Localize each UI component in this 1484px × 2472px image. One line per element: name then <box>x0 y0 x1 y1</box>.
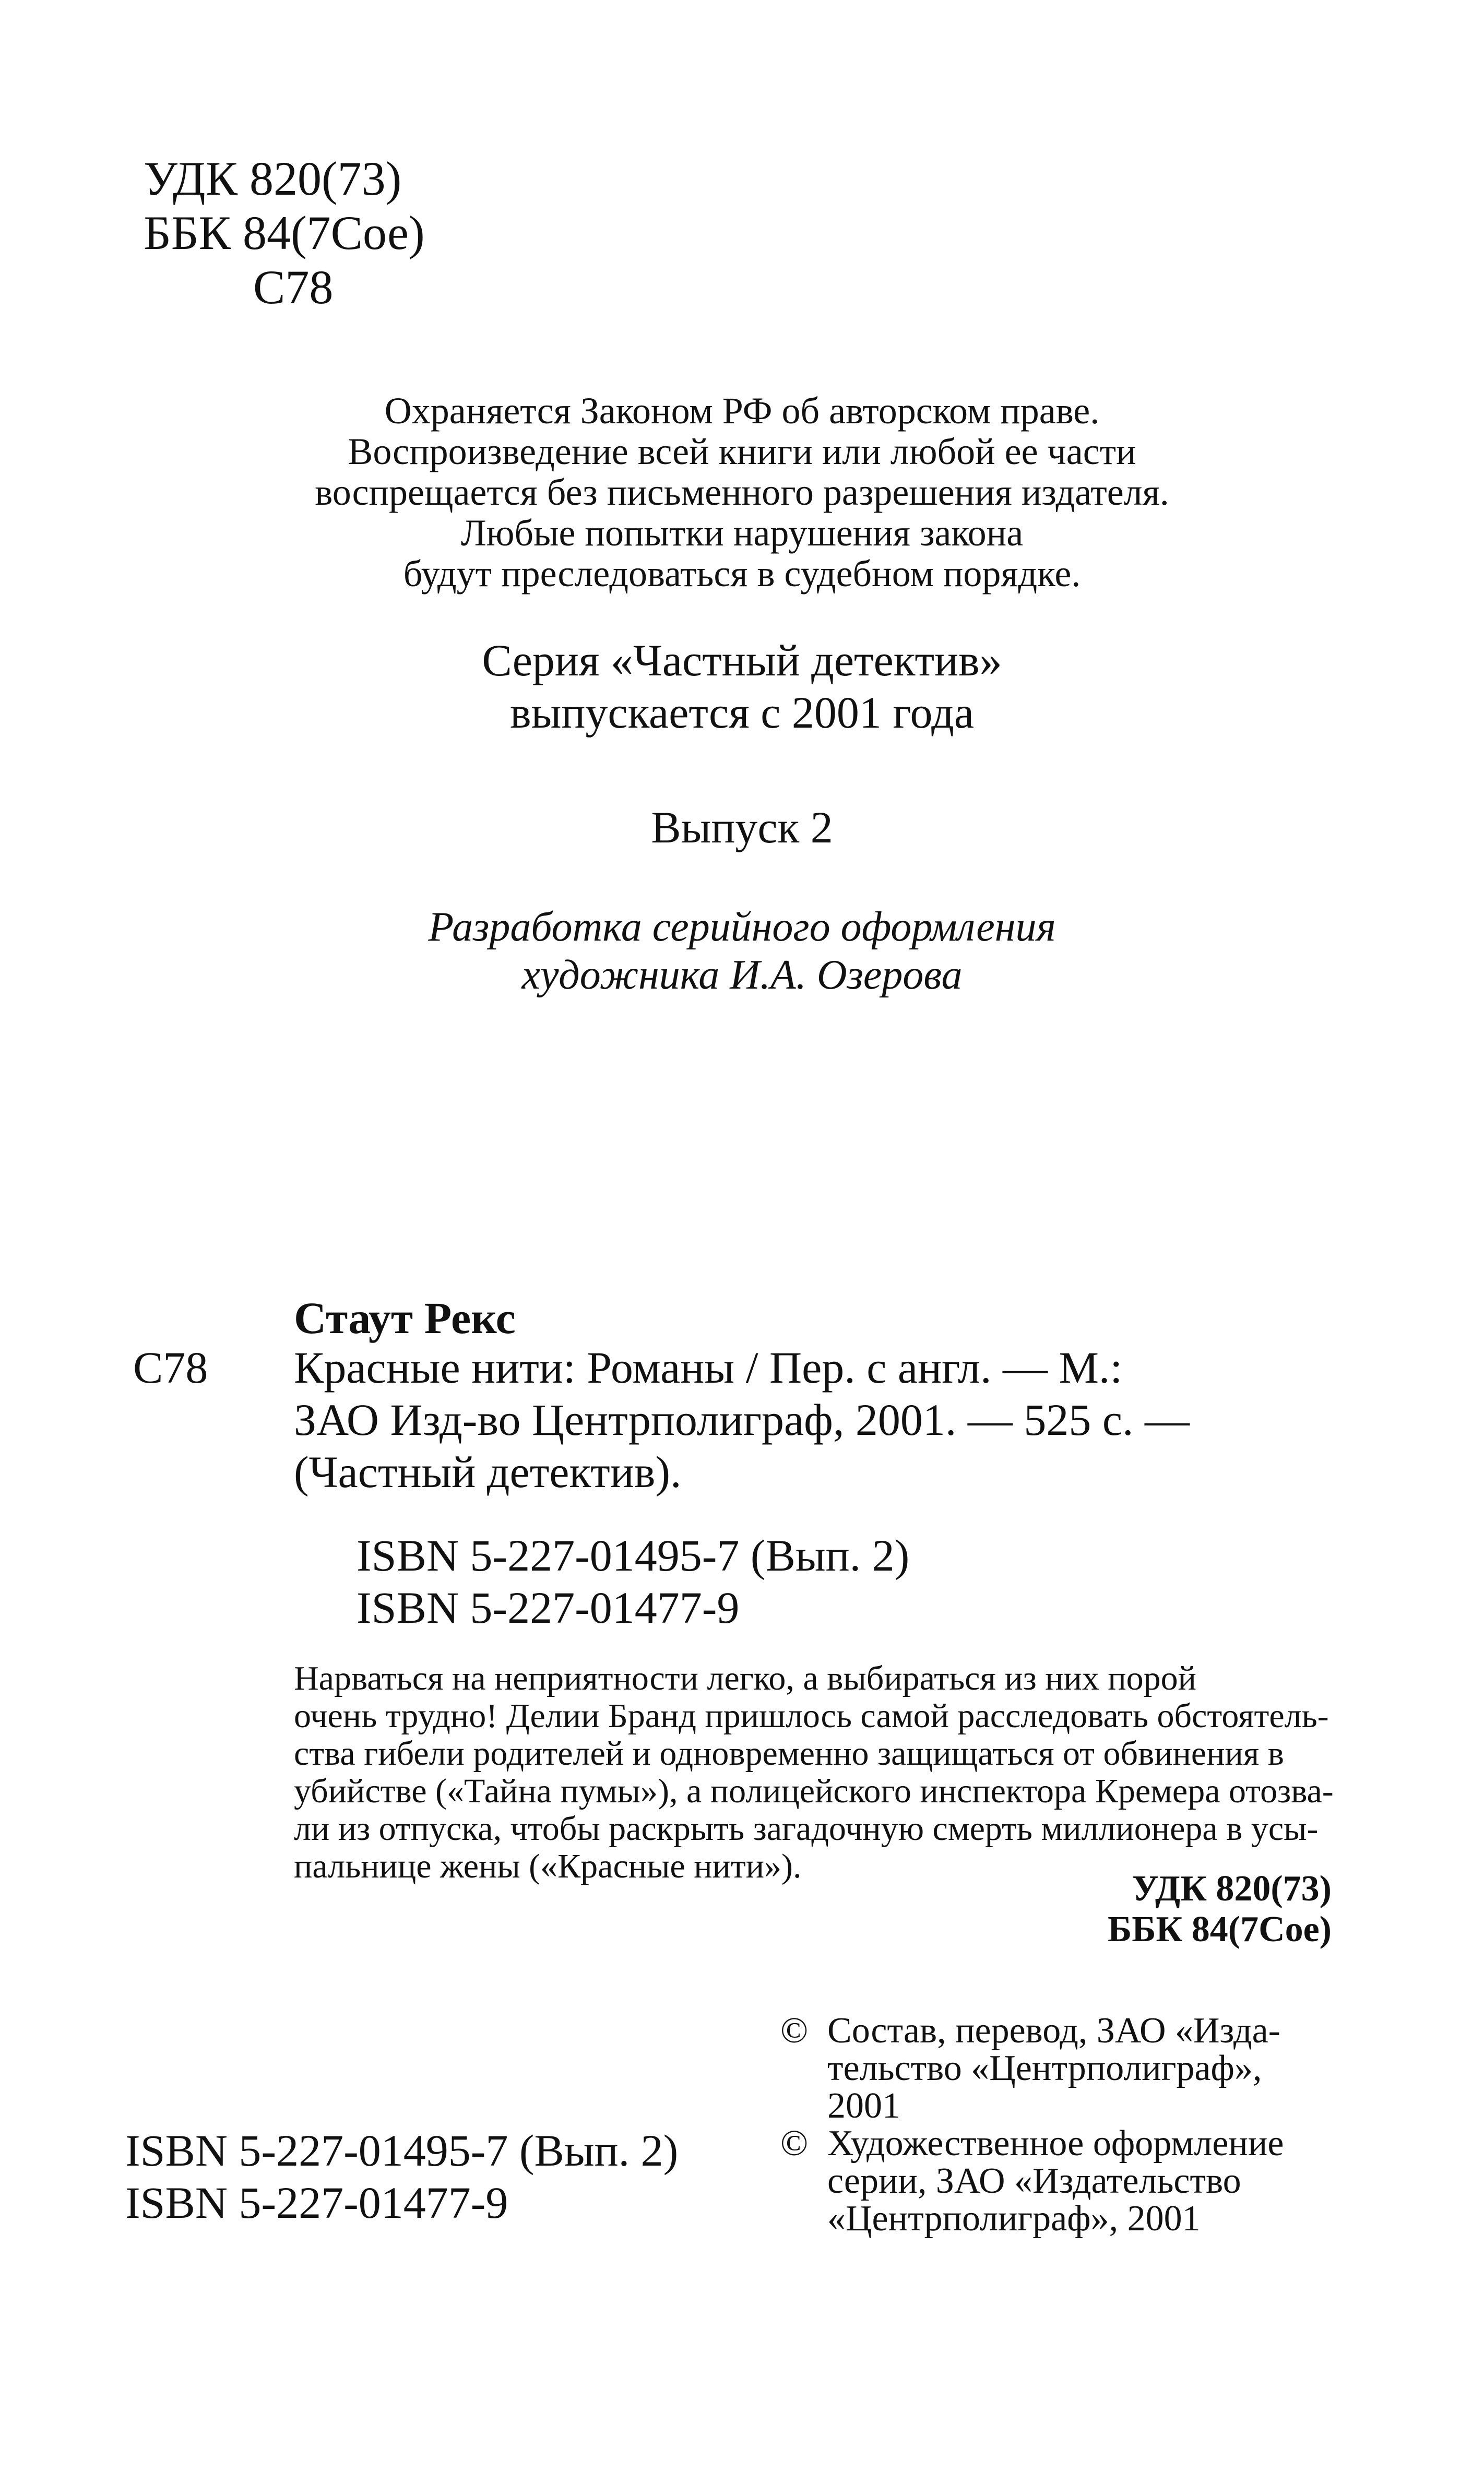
catalog-card-codes <box>1108 1869 1332 1950</box>
series-title: Серия «Частный детектив» <box>482 635 1002 685</box>
annotation-line: очень трудно! Делии Бранд пришлось самой расследовать обстоятель- <box>294 1697 1329 1735</box>
copyright-line: Состав, перевод, ЗАО «Изда- <box>827 2011 1280 2051</box>
issue-number: Выпуск 2 <box>651 802 833 852</box>
annotation-line: пальнице жены («Красные нити»). <box>294 1847 802 1885</box>
card-bbk: ББК 84(7Сое) <box>1107 1909 1332 1950</box>
copyright-item <box>780 2012 1355 2125</box>
annotation-line: ства гибели родителей и одновременно защищаться от обвинения в <box>294 1734 1284 1773</box>
series-year: выпускается с 2001 года <box>509 687 975 738</box>
series-info <box>0 634 1484 739</box>
design-credit <box>0 903 1484 999</box>
bottom-isbn <box>125 2124 678 2229</box>
top-bbk: ББК 84(7Сое) <box>144 206 425 259</box>
isbn-line: ISBN 5-227-01495-7 (Вып. 2) <box>125 2125 679 2176</box>
catalog-card-isbn <box>357 1529 909 1634</box>
top-udk: УДК 820(73) <box>144 152 402 205</box>
notice-line: Любые попытки нарушения закона <box>460 512 1024 554</box>
author-name: Стаут Рекс <box>294 1293 516 1343</box>
notice-line: воспрещается без письменного разрешения издателя. <box>315 471 1169 513</box>
copyright-notice <box>0 390 1484 594</box>
design-credit-line: Разработка серийного оформления <box>428 904 1056 950</box>
annotation <box>294 1660 1343 1885</box>
catalog-card-code: С78 <box>133 1342 208 1393</box>
annotation-line: Нарваться на неприятности легко, а выбираться из них порой <box>294 1659 1196 1697</box>
annotation-line: убийстве («Тайна пумы»), а полицейского инспектора Кремера отозва- <box>294 1772 1334 1810</box>
copyright-icon: © <box>780 2123 809 2164</box>
design-credit-line: художника И.А. Озерова <box>521 952 963 998</box>
annotation-line: ли из отпуска, чтобы раскрыть загадочную смерть миллионера в усы- <box>294 1810 1319 1848</box>
notice-line: будут преследоваться в судебном порядке. <box>403 553 1081 595</box>
top-classification-codes <box>144 151 425 314</box>
copyright-line: 2001 <box>827 2086 900 2126</box>
biblio-line: ЗАО Изд-во Центрполиграф, 2001. — 525 с. — <box>294 1395 1190 1445</box>
copyright-icon: © <box>780 2011 809 2051</box>
isbn-line: ISBN 5-227-01495-7 (Вып. 2) <box>357 1530 910 1580</box>
copyright-line: серии, ЗАО «Издательство <box>827 2161 1241 2201</box>
copyright-item <box>780 2125 1355 2238</box>
isbn-line: ISBN 5-227-01477-9 <box>125 2178 508 2228</box>
card-udk: УДК 820(73) <box>1132 1869 1332 1909</box>
notice-line: Воспроизведение всей книги или любой ее части <box>348 431 1136 472</box>
bibliographic-description <box>294 1341 1343 1498</box>
biblio-line: Красные нити: Романы / Пер. с англ. — М.: <box>294 1342 1123 1393</box>
copyright-line: «Центрполиграф», 2001 <box>827 2198 1201 2239</box>
top-author-mark: С78 <box>253 260 334 314</box>
isbn-line: ISBN 5-227-01477-9 <box>357 1583 740 1633</box>
copyright-line: тельство «Центрполиграф», <box>827 2048 1262 2088</box>
copyright-statements <box>780 2012 1355 2238</box>
notice-line: Охраняется Законом РФ об авторском праве. <box>384 390 1100 432</box>
copyright-line: Художественное оформление <box>827 2123 1284 2164</box>
biblio-line: (Частный детектив). <box>294 1447 682 1497</box>
